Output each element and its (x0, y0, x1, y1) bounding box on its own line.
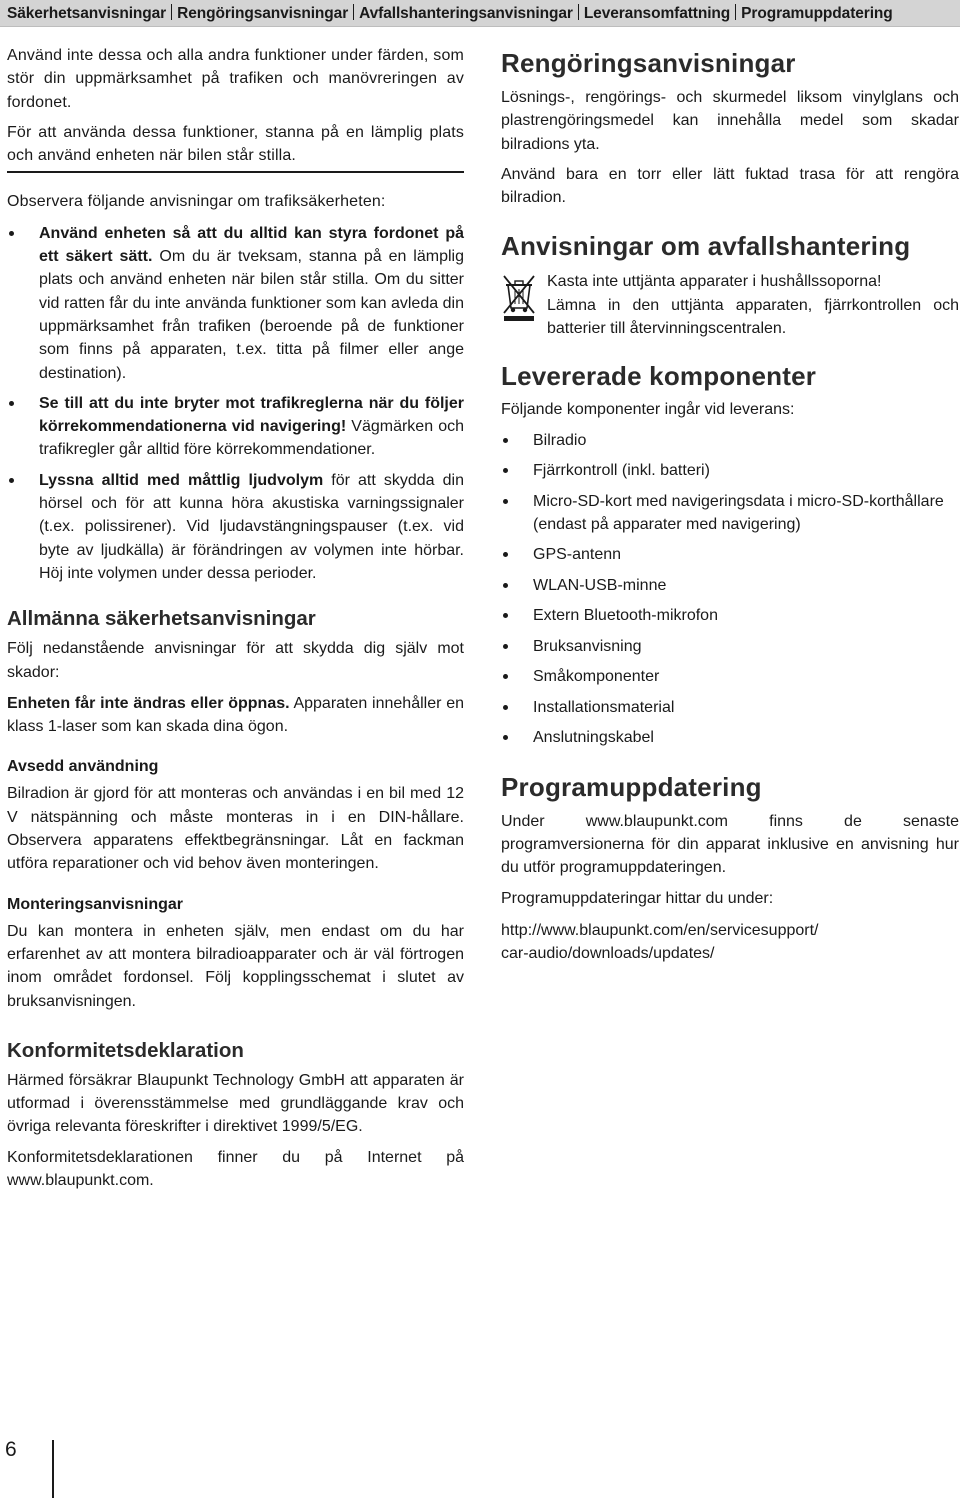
component-label: WLAN-USB-minne (533, 576, 667, 594)
disposal-text (547, 270, 959, 340)
nav-item-safety[interactable]: Säkerhetsanvisningar (7, 5, 167, 22)
component-label: Anslutningskabel (533, 729, 654, 747)
nav-item-disposal[interactable]: Avfallshanteringsanvisningar (359, 5, 573, 22)
component-label: Micro-SD-kort med navigeringsdata i micro-SD-korthållare (endast på apparater med navigering) (533, 492, 944, 533)
intended-use-heading: Avsedd användning (7, 758, 159, 776)
bullet-icon (503, 552, 508, 557)
bullet-icon (503, 583, 508, 588)
page-number: 6 (5, 1438, 17, 1461)
header-nav-bar (0, 0, 960, 27)
list-item (7, 392, 464, 462)
bullet-icon (503, 468, 508, 473)
safety-bold-1: Använd enheten så att du alltid kan styra fordonet på ett säkert sätt. (39, 224, 464, 266)
safety-text-2: Vägmärken och trafikregler går alltid före körrekommendationer. (39, 418, 464, 459)
component-label: GPS-antenn (533, 546, 622, 564)
disposal-block (501, 270, 959, 340)
nav-separator (578, 4, 579, 20)
bullet-icon (503, 613, 508, 618)
components-list (501, 429, 959, 750)
list-item (501, 459, 959, 482)
conformity-paragraph-1: Härmed försäkrar Blaupunkt Technology GmbH att apparaten är utformad i överensstämmelse med grundläggande krav och övriga relevanta föreskrifter i direktivet 1999/5/EG. (7, 1071, 464, 1136)
component-label: Fjärrkontroll (inkl. batteri) (533, 462, 710, 480)
list-item (7, 222, 464, 385)
update-paragraph-1: Under www.blaupunkt.com finns de senaste programversionerna för din apparat inklusive en anvisning hur du utför programuppdateringen. (501, 812, 959, 877)
general-paragraph-1: Följ nedanstående anvisningar för att skydda dig själv mot skador: (7, 640, 464, 681)
update-url[interactable] (501, 919, 959, 966)
bullet-icon (503, 644, 508, 649)
conformity-heading: Konformitetsdeklaration (7, 1038, 244, 1062)
bullet-icon (503, 499, 508, 504)
section-divider (7, 171, 464, 173)
bullet-icon (9, 401, 14, 406)
update-paragraph-2: Programuppdateringar hittar du under: (501, 889, 774, 907)
intended-use-paragraph: Bilradion är gjord för att monteras och användas i en bil med 12 V nätspänning och måste monteras in i en DIN-hållare. Observera apparatens effektbegränsningar. Låt en fackman utföra reparationer och vid behov även monteringen. (7, 785, 464, 873)
general-text: Apparaten innehåller en klass 1-laser som kan skada dina ögon. (7, 694, 464, 736)
conformity-paragraph-2: Konformitetsdeklarationen finner du på Internet på www.blaupunkt.com. (7, 1148, 464, 1189)
general-safety-heading: Allmänna säkerhetsanvisningar (7, 607, 316, 631)
general-bold: Enheten får inte ändras eller öppnas. (7, 694, 290, 712)
list-item (501, 665, 959, 688)
list-item (501, 726, 959, 749)
safety-text-3: för att skydda din hörsel och för att kunna höra akustiska varningssignaler (t.ex. polissirener). Vid ljudavstängningspauser (t.ex. vid byte av ljudkälla) är förändringen av volymen inte hörbar. Höj inte volymen under dessa perioder. (39, 471, 464, 582)
delivered-intro: Följande komponenter ingår vid leverans: (501, 401, 795, 419)
disposal-paragraph-1: Kasta inte uttjänta apparater i hushållssoporna! (547, 273, 882, 291)
left-column (7, 44, 464, 1199)
cleaning-heading: Rengöringsanvisningar (501, 48, 796, 78)
delivered-components-heading: Levererade komponenter (501, 361, 817, 392)
intro-paragraph-1: Använd inte dessa och alla andra funktioner under färden, som stör din uppmärksamhet på trafiken och manövreringen av fordonet. (7, 47, 464, 111)
list-item (501, 696, 959, 719)
cleaning-paragraph-1: Lösnings-, rengörings- och skurmedel liksom vinylglans och plastrengöringsmedel kan innehålla medel som skadar bilradions yta. (501, 89, 959, 153)
observe-text: Observera följande anvisningar om trafiksäkerheten: (7, 193, 386, 211)
list-item (501, 543, 959, 566)
list-item (501, 490, 959, 537)
nav-item-cleaning[interactable]: Rengöringsanvisningar (177, 5, 349, 22)
safety-bold-2: Se till att du inte bryter mot trafikreglerna när du följer körrekommendationerna vid navigering! (39, 394, 464, 436)
component-label: Bruksanvisning (533, 637, 642, 655)
mounting-paragraph: Du kan montera in enheten själv, men endast om du har erfarenhet av att montera bilradioapparater och är väl förtrogen inom området fordonsel. Följ kopplingsschemat i slutet av bruksanvisningen. (7, 922, 464, 1010)
page-number-divider (52, 1440, 54, 1498)
nav-item-update[interactable]: Programuppdatering (741, 5, 893, 22)
bullet-icon (9, 478, 14, 483)
bullet-icon (503, 735, 508, 740)
disposal-heading: Anvisningar om avfallshantering (501, 231, 911, 262)
component-label: Småkomponenter (533, 668, 660, 686)
safety-text-1: Om du är tveksam, stanna på en lämplig plats och använd enheten när bilen står stilla. Om du sitter vid ratten får du inte använda funktioner som kan avleda din uppmärksamhet från trafiken (beroende på de funktioner som finns på apparaten, t.ex. titta på filmer eller ange destination). (39, 248, 464, 382)
list-item (501, 574, 959, 597)
bullet-icon (503, 705, 508, 710)
nav-separator (735, 4, 736, 20)
list-item (501, 429, 959, 452)
mounting-heading: Monteringsanvisningar (7, 895, 184, 913)
bullet-icon (503, 674, 508, 679)
component-label: Installationsmaterial (533, 698, 675, 716)
nav-item-delivery[interactable]: Leveransomfattning (583, 5, 731, 22)
nav-separator (171, 4, 172, 20)
software-update-heading: Programuppdatering (501, 771, 762, 802)
bullet-icon (9, 231, 14, 236)
right-column (501, 44, 959, 965)
intro-paragraph-2: För att använda dessa funktioner, stanna på en lämplig plats och använd enheten när bilen står stilla. (7, 123, 464, 165)
nav-separator (353, 4, 354, 20)
bullet-icon (503, 438, 508, 443)
component-label: Extern Bluetooth-mikrofon (533, 607, 718, 625)
crossed-out-bin-icon (501, 272, 537, 327)
cleaning-paragraph-2: Använd bara en torr eller lätt fuktad trasa för att rengöra bilradion. (501, 165, 959, 207)
disposal-paragraph-2: Lämna in den uttjänta apparaten, fjärrkontrollen och batterier till återvinningscentralen. (547, 296, 959, 338)
component-label: Bilradio (533, 431, 587, 449)
list-item (501, 635, 959, 658)
safety-list (7, 222, 464, 585)
list-item (501, 604, 959, 627)
header-nav (7, 4, 957, 23)
update-url-line-2[interactable]: car-audio/downloads/updates/ (501, 945, 715, 963)
list-item (7, 469, 464, 585)
general-paragraph-2 (7, 692, 464, 739)
update-url-line-1[interactable]: http://www.blaupunkt.com/en/servicesupport/ (501, 921, 819, 939)
safety-bold-3: Lyssna alltid med måttlig ljudvolym (39, 471, 324, 489)
